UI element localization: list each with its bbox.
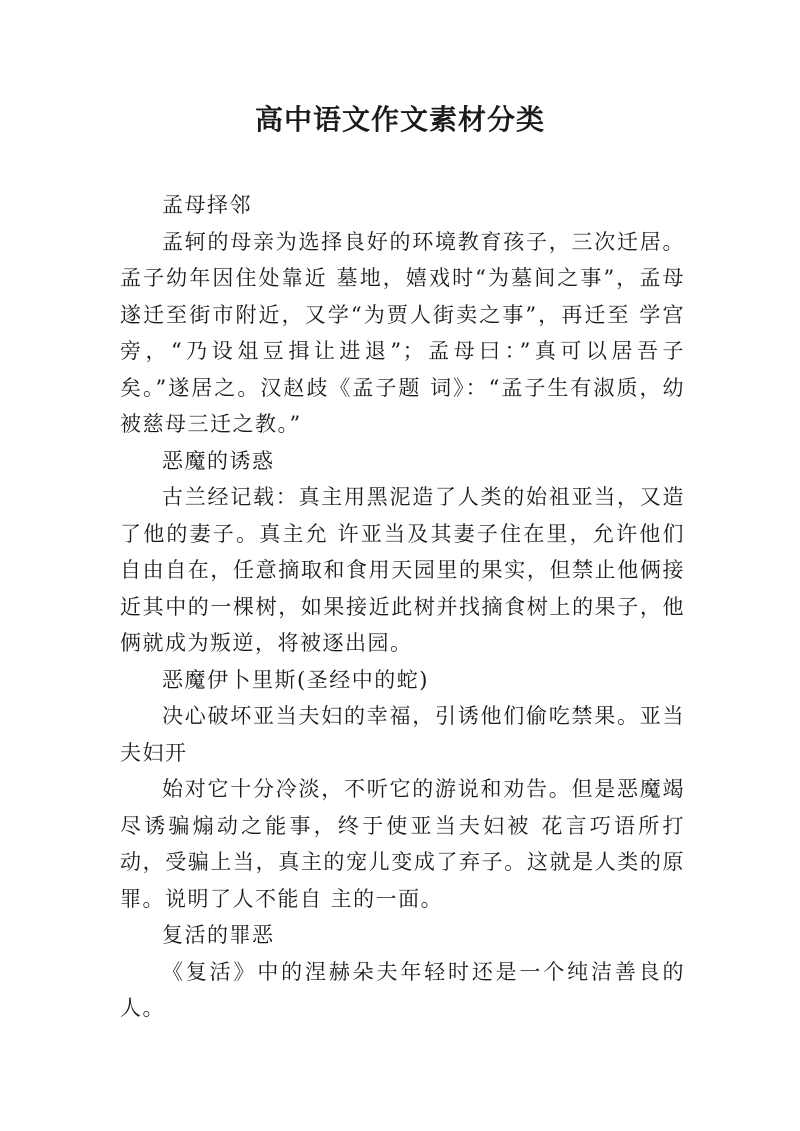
section-heading-mengmu: 孟母择邻 — [162, 193, 252, 217]
paragraph-quran: 古兰经记载：真主用黑泥造了人类的始祖亚当，又造了他的妻子。真主允 许亚当及其妻子住在里，允许他们自由自在，任意摘取和食用天园里的果实，但禁止他俩接 近其中的一棵树，如果接近此树并找摘食树上的果子，他俩就成为叛逆，将被逐出园。 — [120, 485, 685, 655]
paragraph-mengmu: 孟轲的母亲为选择良好的环境教育孩子，三次迁居。孟子幼年因住处靠近 墓地，嬉戏时“为墓间之事”，孟母遂迁至街市附近，又学“为贾人街卖之事”，再迁至 学宫旁，“乃设俎豆揖让进退”；孟母曰：”真可以居吾子矣。”遂居之。汉赵歧《孟子题 词》：“孟子生有淑质，幼被慈母三迁之教。” — [120, 229, 685, 436]
paragraph-original-sin: 始对它十分冷淡，不听它的游说和劝告。但是恶魔竭尽诱骗煽动之能事，终于使亚当夫妇被 花言巧语所打动，受骗上当，真主的宠儿变成了弃子。这就是人类的原罪。说明了人不能自 主的一面。 — [120, 777, 685, 911]
paragraph-iblis: 决心破坏亚当夫妇的幸福，引诱他们偷吃禁果。亚当夫妇开 — [120, 704, 685, 765]
paragraph-resurrection: 《复活》中的涅赫朵夫年轻时还是一个纯洁善良的人。 — [120, 959, 685, 1020]
document-body — [120, 187, 685, 1027]
section-heading-iblis: 恶魔伊卜里斯(圣经中的蛇) — [162, 667, 429, 692]
section-heading-temptation: 恶魔的诱惑 — [162, 448, 275, 473]
section-heading-resurrection: 复活的罪恶 — [162, 923, 275, 947]
document-title: 高中语文作文素材分类 — [254, 103, 545, 136]
